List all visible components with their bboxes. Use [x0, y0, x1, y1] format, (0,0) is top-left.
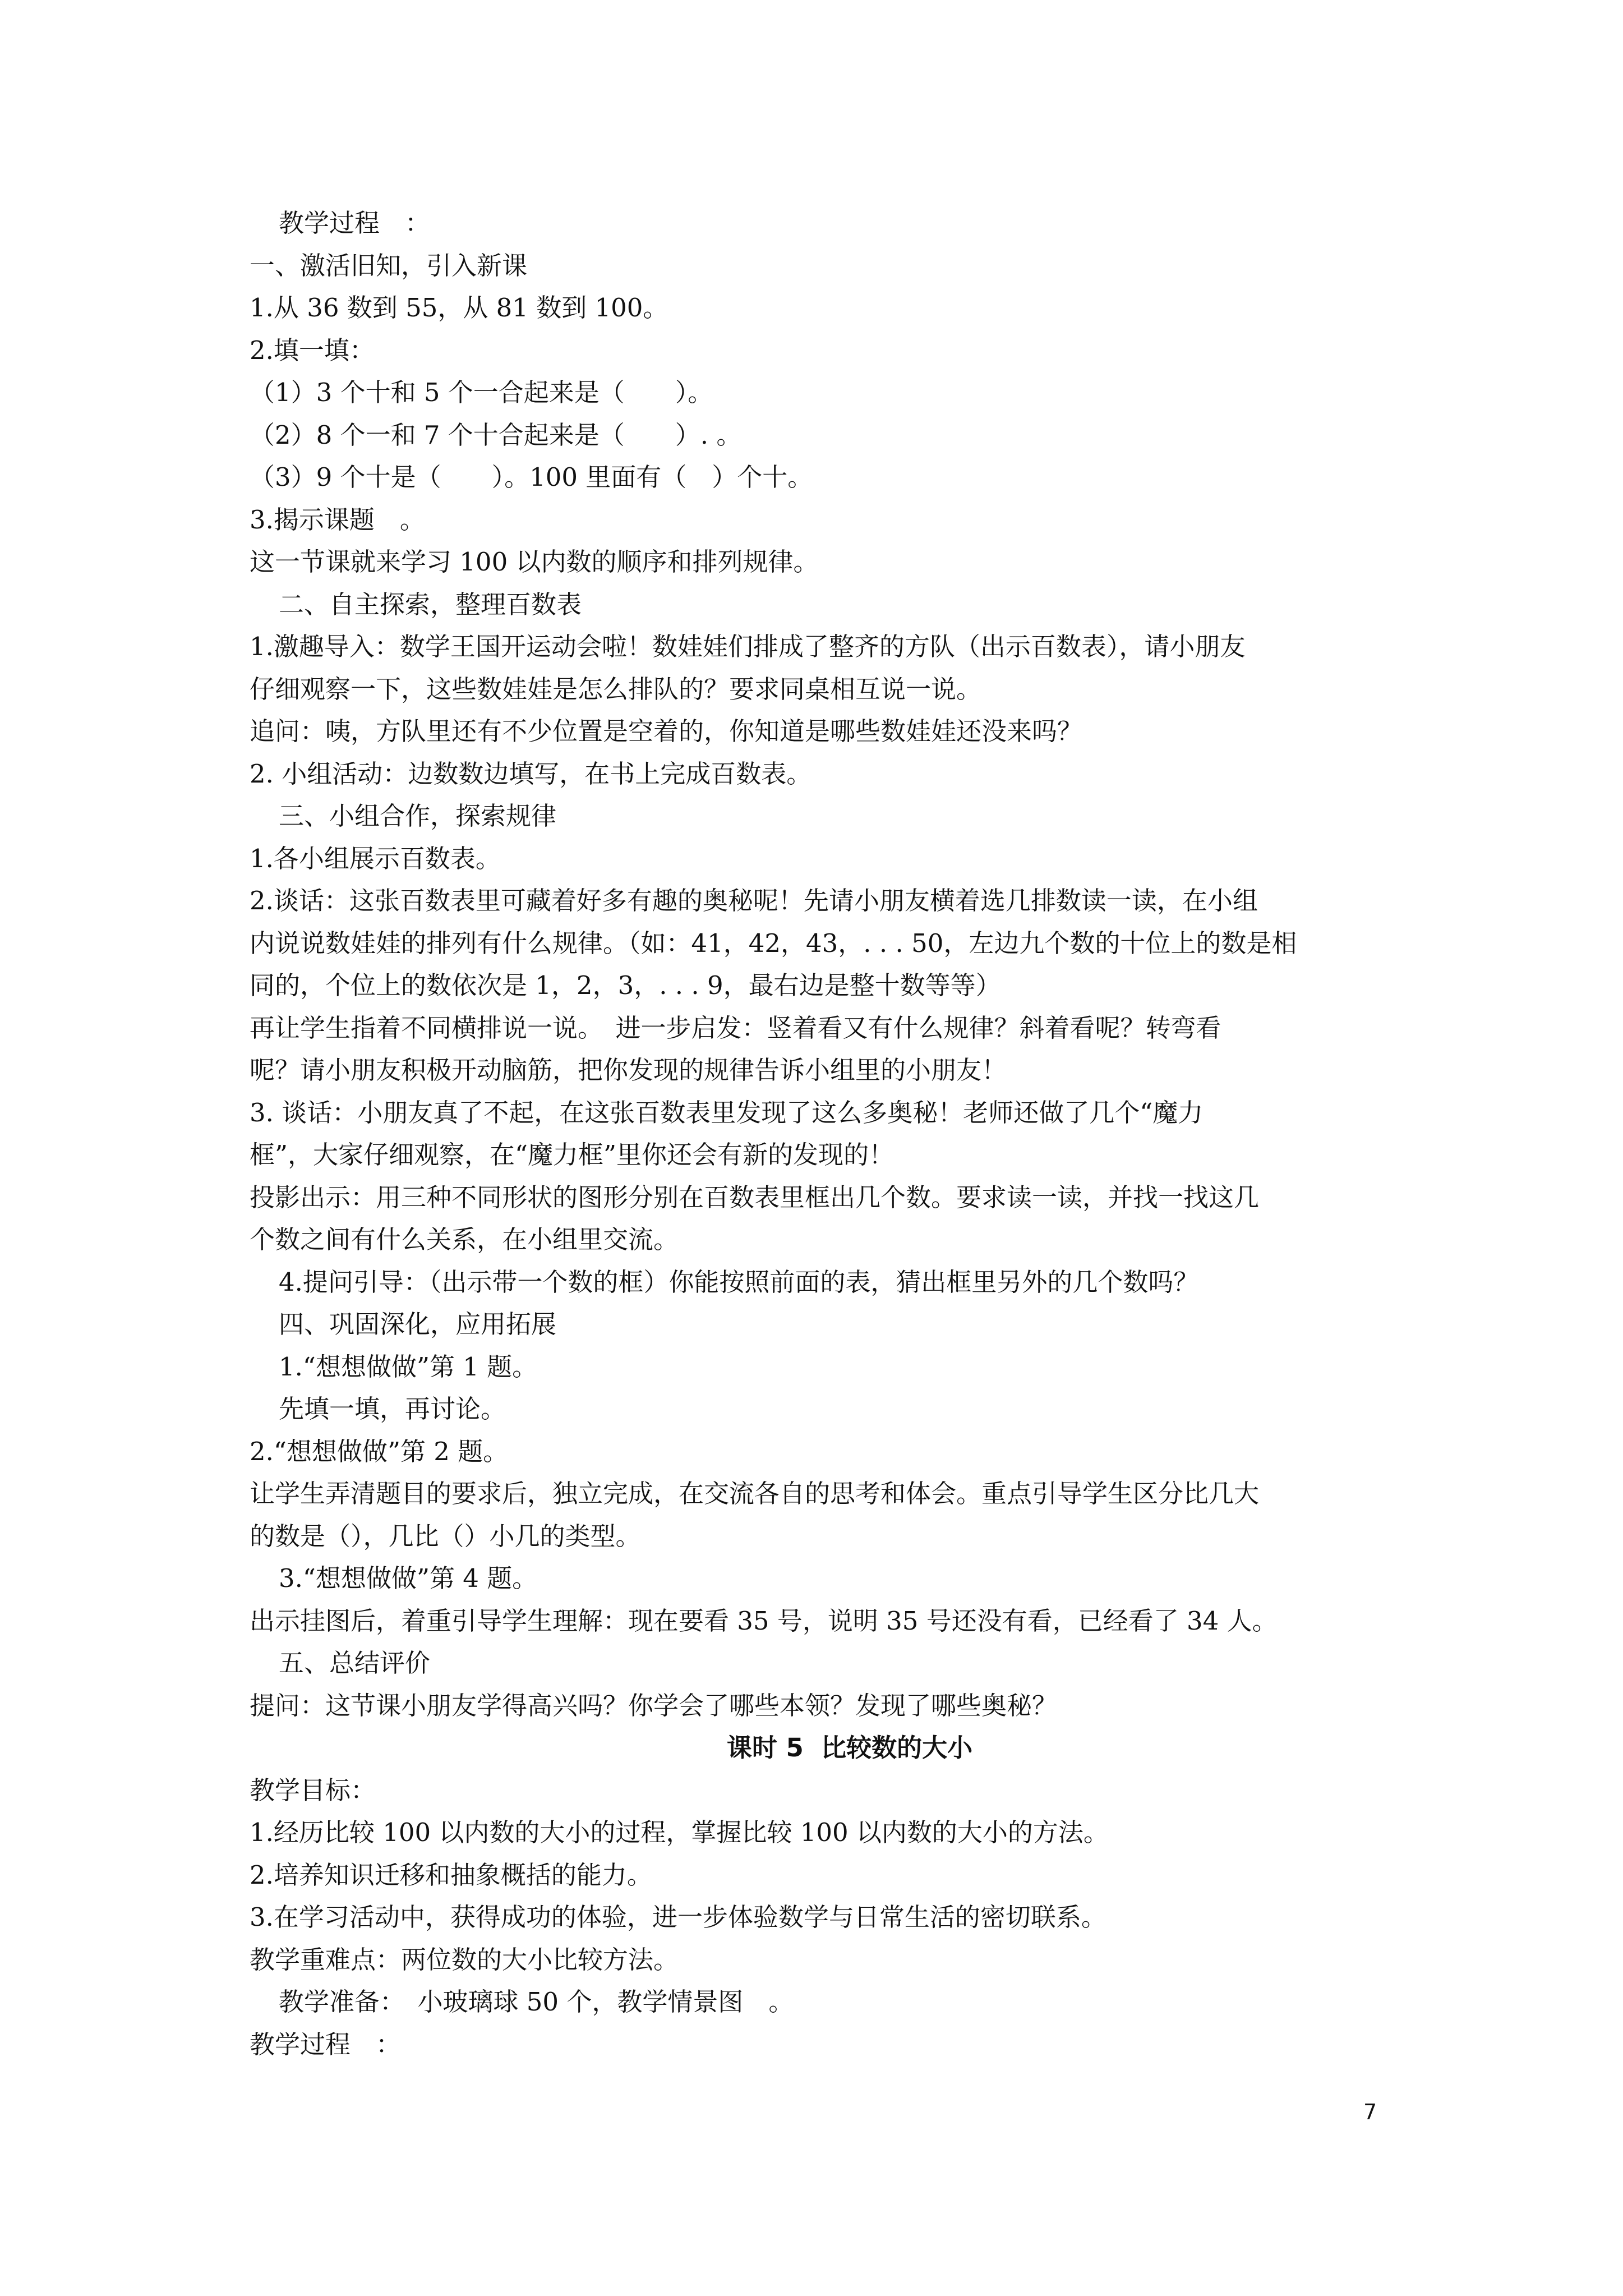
text-line: 2.填一填：: [250, 335, 375, 365]
text-line: 二、自主探索，整理百数表: [279, 589, 582, 619]
text-line: 提问：这节课小朋友学得高兴吗？你学会了哪些本领？发现了哪些奥秘？: [250, 1690, 1058, 1720]
text-line: 4.提问引导：（出示带一个数的框）你能按照前面的表，猜出框里另外的几个数吗？: [279, 1267, 1199, 1297]
text-line: 追问：咦，方队里还有不少位置是空着的，你知道是哪些数娃娃还没来吗？: [250, 716, 1083, 746]
text-line: （2）8 个一和 7 个十合起来是（ ）. 。: [250, 420, 742, 450]
text-line: 的数是（），几比（）小几的类型。: [250, 1521, 641, 1551]
text-line: 呢？请小朋友积极开动脑筋，把你发现的规律告诉小组里的小朋友！: [250, 1055, 1007, 1085]
text-line: 教学过程 ：: [279, 208, 431, 238]
text-line: 一、激活旧知，引入新课: [250, 250, 528, 280]
text-line: 同的，个位上的数依次是 1，2，3，. . . 9，最右边是整十数等等）: [250, 970, 1001, 1000]
text-line: 教学过程 ：: [250, 2029, 402, 2059]
text-line: 再让学生指着不同横排说一说。 进一步启发：竖着看又有什么规律？斜着看呢？转弯看: [250, 1013, 1221, 1043]
document-body: [250, 202, 1399, 2065]
text-line: 3. 谈话：小朋友真了不起，在这张百数表里发现了这么多奥秘！老师还做了几个“魔力: [250, 1097, 1204, 1128]
text-line: 投影出示：用三种不同形状的图形分别在百数表里框出几个数。要求读一读，并找一找这几: [250, 1182, 1260, 1212]
text-line: 三、小组合作，探索规律: [279, 801, 557, 831]
section-title: 课时 5 比较数的大小: [726, 1733, 973, 1763]
text-line: 教学目标：: [250, 1775, 376, 1805]
text-line: 框”，大家仔细观察，在“魔力框”里你还会有新的发现的！: [250, 1140, 895, 1170]
text-line: 这一节课就来学习 100 以内数的顺序和排列规律。: [250, 547, 819, 577]
text-line: 个数之间有什么关系，在小组里交流。: [250, 1225, 679, 1254]
text-line: 教学准备： 小玻璃球 50 个，教学情景图 。: [279, 1987, 794, 2017]
page-number: 7: [1363, 2100, 1377, 2124]
text-line: 3.揭示课题 。: [250, 504, 425, 535]
text-line: 2. 小组活动：边数数边填写，在书上完成百数表。: [250, 758, 812, 789]
text-line: （3）9 个十是（ ）。100 里面有（ ）个十。: [250, 462, 813, 492]
text-line: 1.经历比较 100 以内数的大小的过程，掌握比较 100 以内数的大小的方法。: [250, 1818, 1109, 1847]
text-line: 2.培养知识迁移和抽象概括的能力。: [250, 1860, 652, 1890]
text-line: 出示挂图后，着重引导学生理解：现在要看 35 号，说明 35 号还没有看，已经看了 34 人。: [250, 1605, 1278, 1636]
text-line: 1.各小组展示百数表。: [250, 843, 501, 873]
text-line: 让学生弄清题目的要求后，独立完成，在交流各自的思考和体会。重点引导学生区分比几大: [250, 1479, 1260, 1508]
text-line: 教学重难点：两位数的大小比较方法。: [250, 1944, 679, 1975]
text-line: 2.谈话：这张百数表里可藏着好多有趣的奥秘呢！先请小朋友横着选几排数读一读，在小组: [250, 886, 1258, 915]
text-line: 3.“想想做做”第 4 题。: [279, 1563, 538, 1593]
text-line: 四、巩固深化，应用拓展: [279, 1309, 557, 1339]
text-line: 1.激趣导入：数学王国开运动会啦！数娃娃们排成了整齐的方队（出示百数表），请小朋友: [250, 632, 1246, 661]
text-line: 内说说数娃娃的排列有什么规律。（如：41，42，43，. . . 50，左边九个数的十位上的数是相: [250, 928, 1297, 958]
text-line: 仔细观察一下，这些数娃娃是怎么排队的？要求同桌相互说一说。: [250, 674, 982, 704]
text-line: （1）3 个十和 5 个一合起来是（ ）。: [250, 378, 713, 407]
text-line: 1.“想想做做”第 1 题。: [279, 1351, 538, 1382]
text-line: 2.“想想做做”第 2 题。: [250, 1436, 509, 1466]
text-line: 先填一填，再讨论。: [279, 1394, 506, 1424]
text-line: 五、总结评价: [279, 1648, 431, 1678]
text-line: 1.从 36 数到 55，从 81 数到 100。: [250, 293, 668, 323]
text-line: 3.在学习活动中，获得成功的体验，进一步体验数学与日常生活的密切联系。: [250, 1902, 1106, 1932]
